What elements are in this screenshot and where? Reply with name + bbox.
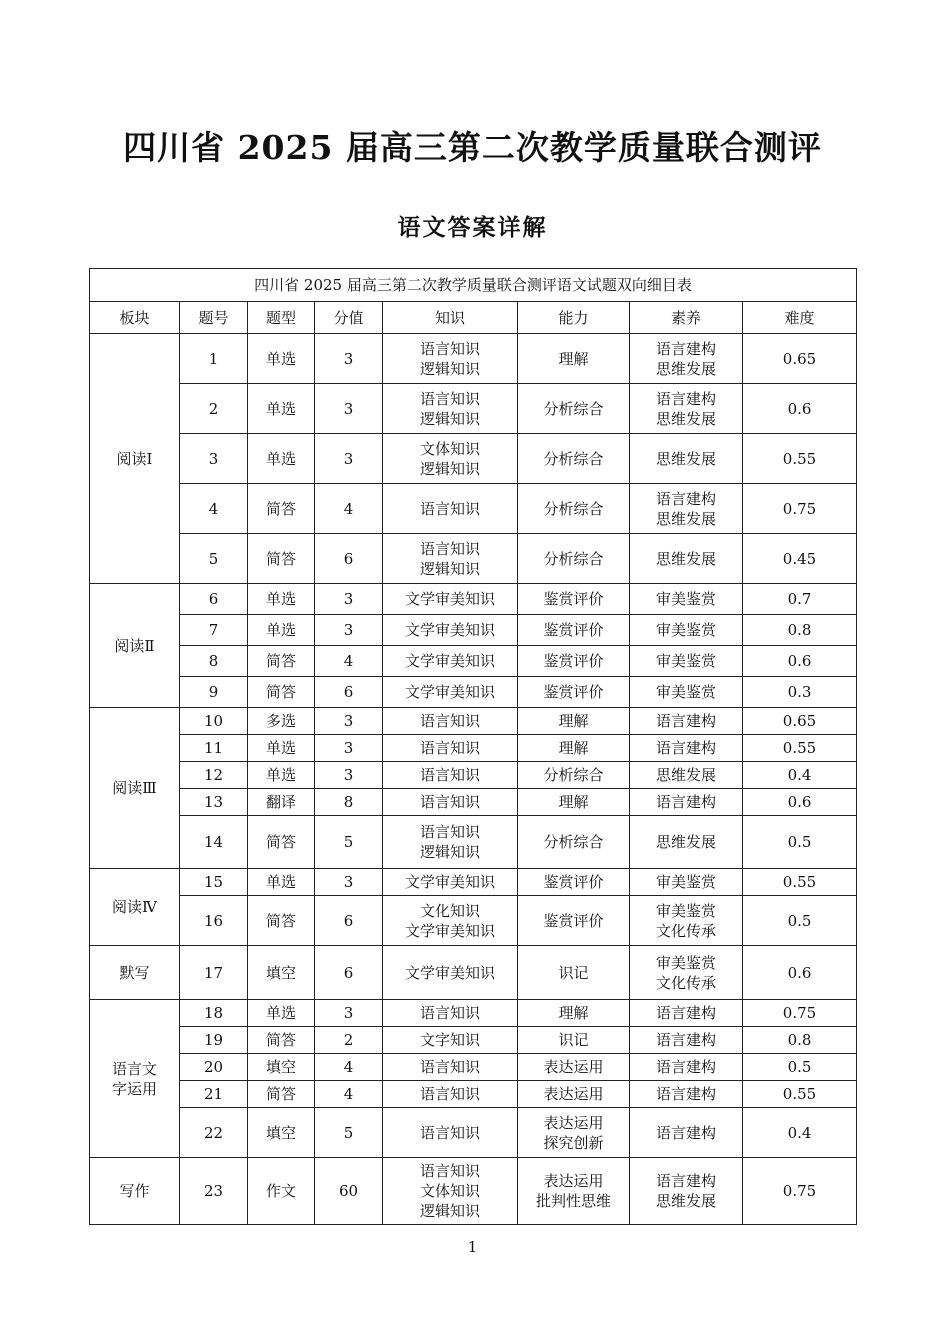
question-number-cell: 16 xyxy=(180,896,248,946)
difficulty-cell: 0.65 xyxy=(743,334,857,384)
table-row xyxy=(90,584,857,615)
knowledge-cell: 语言知识 逻辑知识 xyxy=(383,384,518,434)
page-number: 1 xyxy=(467,1238,478,1256)
question-type-cell: 单选 xyxy=(248,334,315,384)
ability-cell: 理解 xyxy=(518,1000,630,1027)
literacy-cell: 审美鉴赏 文化传承 xyxy=(630,946,743,1000)
question-type-cell: 简答 xyxy=(248,1027,315,1054)
table-row xyxy=(90,534,857,584)
header-cell: 板块 xyxy=(90,302,180,334)
difficulty-cell: 0.65 xyxy=(743,708,857,735)
score-cell: 4 xyxy=(315,1081,383,1108)
section-cell: 阅读Ⅱ xyxy=(90,584,180,708)
section-cell: 阅读Ⅰ xyxy=(90,334,180,584)
question-type-cell: 翻译 xyxy=(248,789,315,816)
ability-cell: 理解 xyxy=(518,708,630,735)
literacy-cell: 审美鉴赏 文化传承 xyxy=(630,896,743,946)
question-type-cell: 简答 xyxy=(248,1081,315,1108)
question-type-cell: 单选 xyxy=(248,762,315,789)
ability-cell: 鉴赏评价 xyxy=(518,677,630,708)
header-cell: 知识 xyxy=(383,302,518,334)
spec-table xyxy=(89,268,857,1225)
page-subtitle: 语文答案详解 xyxy=(397,215,548,241)
difficulty-cell: 0.6 xyxy=(743,946,857,1000)
question-number-cell: 19 xyxy=(180,1027,248,1054)
score-cell: 4 xyxy=(315,484,383,534)
difficulty-cell: 0.75 xyxy=(743,1000,857,1027)
table-row xyxy=(90,484,857,534)
question-type-cell: 填空 xyxy=(248,1054,315,1081)
score-cell: 4 xyxy=(315,1054,383,1081)
question-number-cell: 22 xyxy=(180,1108,248,1158)
table-row xyxy=(90,1000,857,1027)
knowledge-cell: 语言知识 文体知识 逻辑知识 xyxy=(383,1158,518,1225)
question-type-cell: 简答 xyxy=(248,896,315,946)
table-row xyxy=(90,615,857,646)
question-number-cell: 9 xyxy=(180,677,248,708)
ability-cell: 理解 xyxy=(518,735,630,762)
table-row xyxy=(90,762,857,789)
page-title: 四川省 2025 届高三第二次教学质量联合测评 xyxy=(123,128,822,167)
ability-cell: 鉴赏评价 xyxy=(518,615,630,646)
ability-cell: 理解 xyxy=(518,334,630,384)
literacy-cell: 语言建构 思维发展 xyxy=(630,484,743,534)
knowledge-cell: 语言知识 xyxy=(383,1081,518,1108)
difficulty-cell: 0.45 xyxy=(743,534,857,584)
question-type-cell: 简答 xyxy=(248,534,315,584)
knowledge-cell: 语言知识 xyxy=(383,762,518,789)
knowledge-cell: 文体知识 逻辑知识 xyxy=(383,434,518,484)
score-cell: 3 xyxy=(315,869,383,896)
question-number-cell: 12 xyxy=(180,762,248,789)
difficulty-cell: 0.3 xyxy=(743,677,857,708)
ability-cell: 理解 xyxy=(518,789,630,816)
question-number-cell: 2 xyxy=(180,384,248,434)
question-type-cell: 填空 xyxy=(248,946,315,1000)
difficulty-cell: 0.75 xyxy=(743,484,857,534)
literacy-cell: 思维发展 xyxy=(630,816,743,869)
table-body xyxy=(90,334,857,1225)
difficulty-cell: 0.55 xyxy=(743,869,857,896)
difficulty-cell: 0.55 xyxy=(743,735,857,762)
literacy-cell: 审美鉴赏 xyxy=(630,615,743,646)
literacy-cell: 思维发展 xyxy=(630,434,743,484)
table-caption: 四川省 2025 届高三第二次教学质量联合测评语文试题双向细目表 xyxy=(89,268,857,301)
knowledge-cell: 文学审美知识 xyxy=(383,646,518,677)
question-type-cell: 简答 xyxy=(248,816,315,869)
table-row xyxy=(90,1081,857,1108)
knowledge-cell: 语言知识 xyxy=(383,1108,518,1158)
score-cell: 6 xyxy=(315,534,383,584)
question-type-cell: 单选 xyxy=(248,735,315,762)
question-number-cell: 15 xyxy=(180,869,248,896)
header-cell: 题型 xyxy=(248,302,315,334)
literacy-cell: 审美鉴赏 xyxy=(630,869,743,896)
section-cell: 阅读Ⅳ xyxy=(90,869,180,946)
ability-cell: 鉴赏评价 xyxy=(518,869,630,896)
score-cell: 3 xyxy=(315,584,383,615)
difficulty-cell: 0.5 xyxy=(743,816,857,869)
header-cell: 难度 xyxy=(743,302,857,334)
table-row xyxy=(90,646,857,677)
question-type-cell: 作文 xyxy=(248,1158,315,1225)
knowledge-cell: 语言知识 xyxy=(383,1000,518,1027)
header-cell: 能力 xyxy=(518,302,630,334)
question-type-cell: 单选 xyxy=(248,384,315,434)
knowledge-cell: 文字知识 xyxy=(383,1027,518,1054)
literacy-cell: 语言建构 xyxy=(630,708,743,735)
question-type-cell: 单选 xyxy=(248,584,315,615)
knowledge-cell: 语言知识 逻辑知识 xyxy=(383,534,518,584)
ability-cell: 表达运用 批判性思维 xyxy=(518,1158,630,1225)
table-row xyxy=(90,1054,857,1081)
table-row xyxy=(90,869,857,896)
question-number-cell: 20 xyxy=(180,1054,248,1081)
difficulty-cell: 0.8 xyxy=(743,1027,857,1054)
section-cell: 阅读Ⅲ xyxy=(90,708,180,869)
difficulty-cell: 0.55 xyxy=(743,434,857,484)
ability-cell: 分析综合 xyxy=(518,534,630,584)
knowledge-cell: 语言知识 逻辑知识 xyxy=(383,816,518,869)
literacy-cell: 语言建构 xyxy=(630,1054,743,1081)
literacy-cell: 语言建构 xyxy=(630,1081,743,1108)
literacy-cell: 语言建构 思维发展 xyxy=(630,334,743,384)
ability-cell: 分析综合 xyxy=(518,762,630,789)
question-type-cell: 单选 xyxy=(248,434,315,484)
header-cell: 素养 xyxy=(630,302,743,334)
knowledge-cell: 文学审美知识 xyxy=(383,584,518,615)
knowledge-cell: 文学审美知识 xyxy=(383,946,518,1000)
literacy-cell: 审美鉴赏 xyxy=(630,646,743,677)
difficulty-cell: 0.4 xyxy=(743,1108,857,1158)
difficulty-cell: 0.5 xyxy=(743,896,857,946)
difficulty-cell: 0.6 xyxy=(743,646,857,677)
ability-cell: 分析综合 xyxy=(518,484,630,534)
literacy-cell: 语言建构 xyxy=(630,1108,743,1158)
table-row xyxy=(90,789,857,816)
knowledge-cell: 语言知识 xyxy=(383,484,518,534)
question-type-cell: 简答 xyxy=(248,646,315,677)
question-type-cell: 单选 xyxy=(248,869,315,896)
literacy-cell: 语言建构 xyxy=(630,1027,743,1054)
section-cell: 默写 xyxy=(90,946,180,1000)
question-type-cell: 简答 xyxy=(248,677,315,708)
question-number-cell: 5 xyxy=(180,534,248,584)
score-cell: 3 xyxy=(315,384,383,434)
score-cell: 3 xyxy=(315,708,383,735)
difficulty-cell: 0.55 xyxy=(743,1081,857,1108)
ability-cell: 识记 xyxy=(518,946,630,1000)
question-type-cell: 简答 xyxy=(248,484,315,534)
question-number-cell: 18 xyxy=(180,1000,248,1027)
table-row xyxy=(90,946,857,1000)
question-type-cell: 填空 xyxy=(248,1108,315,1158)
difficulty-cell: 0.6 xyxy=(743,789,857,816)
question-number-cell: 23 xyxy=(180,1158,248,1225)
ability-cell: 鉴赏评价 xyxy=(518,896,630,946)
knowledge-cell: 语言知识 逻辑知识 xyxy=(383,334,518,384)
table-row xyxy=(90,816,857,869)
question-number-cell: 3 xyxy=(180,434,248,484)
knowledge-cell: 语言知识 xyxy=(383,1054,518,1081)
ability-cell: 识记 xyxy=(518,1027,630,1054)
section-cell: 语言文 字运用 xyxy=(90,1000,180,1158)
table-row xyxy=(90,896,857,946)
literacy-cell: 思维发展 xyxy=(630,762,743,789)
difficulty-cell: 0.4 xyxy=(743,762,857,789)
ability-cell: 分析综合 xyxy=(518,816,630,869)
ability-cell: 表达运用 探究创新 xyxy=(518,1108,630,1158)
question-number-cell: 17 xyxy=(180,946,248,1000)
literacy-cell: 语言建构 xyxy=(630,735,743,762)
table-row xyxy=(90,708,857,735)
knowledge-cell: 语言知识 xyxy=(383,789,518,816)
header-cell: 分值 xyxy=(315,302,383,334)
score-cell: 5 xyxy=(315,816,383,869)
difficulty-cell: 0.7 xyxy=(743,584,857,615)
table-row xyxy=(90,384,857,434)
ability-cell: 表达运用 xyxy=(518,1054,630,1081)
table-row xyxy=(90,677,857,708)
question-number-cell: 13 xyxy=(180,789,248,816)
literacy-cell: 语言建构 xyxy=(630,1000,743,1027)
table-row xyxy=(90,1027,857,1054)
score-cell: 6 xyxy=(315,677,383,708)
score-cell: 3 xyxy=(315,334,383,384)
difficulty-cell: 0.6 xyxy=(743,384,857,434)
score-cell: 5 xyxy=(315,1108,383,1158)
literacy-cell: 审美鉴赏 xyxy=(630,677,743,708)
literacy-cell: 语言建构 思维发展 xyxy=(630,1158,743,1225)
score-cell: 3 xyxy=(315,762,383,789)
question-number-cell: 6 xyxy=(180,584,248,615)
table-row xyxy=(90,1158,857,1225)
table-row xyxy=(90,735,857,762)
score-cell: 6 xyxy=(315,896,383,946)
question-number-cell: 10 xyxy=(180,708,248,735)
table-row xyxy=(90,1108,857,1158)
ability-cell: 鉴赏评价 xyxy=(518,646,630,677)
question-number-cell: 7 xyxy=(180,615,248,646)
literacy-cell: 审美鉴赏 xyxy=(630,584,743,615)
question-number-cell: 1 xyxy=(180,334,248,384)
ability-cell: 分析综合 xyxy=(518,434,630,484)
score-cell: 8 xyxy=(315,789,383,816)
section-cell: 写作 xyxy=(90,1158,180,1225)
knowledge-cell: 文化知识 文学审美知识 xyxy=(383,896,518,946)
knowledge-cell: 文学审美知识 xyxy=(383,677,518,708)
ability-cell: 表达运用 xyxy=(518,1081,630,1108)
header-cell: 题号 xyxy=(180,302,248,334)
score-cell: 60 xyxy=(315,1158,383,1225)
knowledge-cell: 语言知识 xyxy=(383,708,518,735)
question-type-cell: 多选 xyxy=(248,708,315,735)
table-header-row xyxy=(90,302,857,334)
difficulty-cell: 0.8 xyxy=(743,615,857,646)
question-type-cell: 单选 xyxy=(248,1000,315,1027)
difficulty-cell: 0.5 xyxy=(743,1054,857,1081)
score-cell: 3 xyxy=(315,1000,383,1027)
score-cell: 6 xyxy=(315,946,383,1000)
score-cell: 2 xyxy=(315,1027,383,1054)
question-number-cell: 11 xyxy=(180,735,248,762)
question-type-cell: 单选 xyxy=(248,615,315,646)
question-number-cell: 14 xyxy=(180,816,248,869)
table-row xyxy=(90,434,857,484)
question-number-cell: 8 xyxy=(180,646,248,677)
score-cell: 3 xyxy=(315,434,383,484)
difficulty-cell: 0.75 xyxy=(743,1158,857,1225)
literacy-cell: 思维发展 xyxy=(630,534,743,584)
ability-cell: 分析综合 xyxy=(518,384,630,434)
knowledge-cell: 文学审美知识 xyxy=(383,615,518,646)
table-row xyxy=(90,334,857,384)
knowledge-cell: 语言知识 xyxy=(383,735,518,762)
ability-cell: 鉴赏评价 xyxy=(518,584,630,615)
question-number-cell: 4 xyxy=(180,484,248,534)
knowledge-cell: 文学审美知识 xyxy=(383,869,518,896)
score-cell: 3 xyxy=(315,615,383,646)
question-number-cell: 21 xyxy=(180,1081,248,1108)
score-cell: 4 xyxy=(315,646,383,677)
literacy-cell: 语言建构 思维发展 xyxy=(630,384,743,434)
score-cell: 3 xyxy=(315,735,383,762)
literacy-cell: 语言建构 xyxy=(630,789,743,816)
